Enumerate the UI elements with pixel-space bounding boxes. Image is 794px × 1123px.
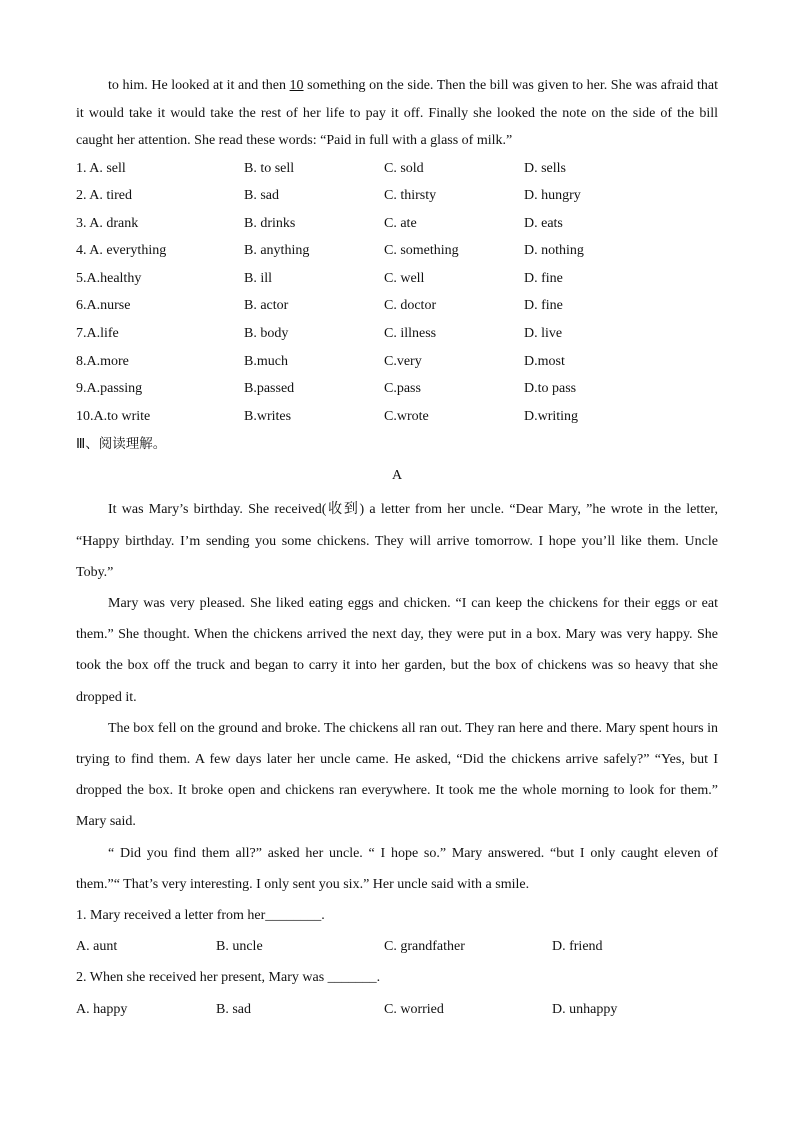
option: C. well — [384, 270, 425, 286]
option: 2. A. tired — [76, 188, 132, 204]
option: C. ate — [384, 215, 417, 231]
answer-option: D. friend — [552, 939, 603, 955]
option-row — [76, 403, 718, 431]
option-row — [76, 375, 718, 403]
cloze-passage-ending — [76, 72, 718, 155]
option-row — [76, 155, 718, 183]
option: 6.A.nurse — [76, 298, 131, 314]
option: D. hungry — [524, 188, 581, 204]
option: D. eats — [524, 215, 563, 231]
question-stem: 2. When she received her present, Mary was _______. — [76, 970, 381, 986]
option: B.writes — [244, 408, 292, 424]
answer-option: B. sad — [216, 1001, 251, 1017]
option: B. actor — [244, 298, 289, 314]
option: B. anything — [244, 243, 310, 259]
answer-option: C. worried — [384, 1001, 444, 1017]
option: C.very — [384, 353, 422, 369]
option-row — [76, 265, 718, 293]
answer-option: A. aunt — [76, 939, 118, 955]
option: D. fine — [524, 298, 563, 314]
option-row — [76, 292, 718, 320]
passage-paragraph: It was Mary’s birthday. She received(收到) a letter from her uncle. “Dear Mary, ”he wrote in the letter, “Happy birthday. I’m sending you some chickens. They will arrive tomorrow. I hope you’ll like them. Uncle Toby.” — [76, 502, 718, 580]
option: D.most — [524, 353, 565, 369]
option: 4. A. everything — [76, 243, 167, 259]
question-options — [76, 994, 718, 1025]
answer-option: D. unhappy — [552, 1001, 618, 1017]
option: C. something — [384, 243, 459, 259]
question-options — [76, 931, 718, 962]
option: 1. A. sell — [76, 160, 126, 176]
option: 5.A.healthy — [76, 270, 142, 286]
option: B. sad — [244, 188, 279, 204]
passage-paragraph: Mary was very pleased. She liked eating eggs and chicken. “I can keep the chickens for their eggs or eat them.” She thought. When the chickens arrived the next day, they were put in a box. Mary was very happy. She took the box off the truck and began to carry it into her garden, but the box of chickens was so heavy that she dropped it. — [76, 596, 718, 705]
intro-text-2: something on the side. Then the bill was given to her. She was afraid that it would take it would take the rest of her life to pay it off. Finally she looked the note on the side of the bill caught her attention. She read these words: “Paid in full with a glass of milk.” — [76, 78, 718, 148]
option: 3. A. drank — [76, 215, 139, 231]
option: D. fine — [524, 270, 563, 286]
option-row — [76, 320, 718, 348]
option: B.much — [244, 353, 288, 369]
passage-paragraph: “ Did you find them all?” asked her uncle. “ I hope so.” Mary answered. “but I only caught eleven of them.”“ That’s very interesting. I only sent you six.” Her uncle said with a smile. — [76, 845, 718, 892]
option: 9.A.passing — [76, 381, 143, 397]
option-row — [76, 348, 718, 376]
question-2 — [76, 962, 718, 1024]
question-stem: 1. Mary received a letter from her________. — [76, 908, 325, 924]
worksheet-page — [76, 72, 718, 1025]
question-1 — [76, 900, 718, 962]
intro-text-1: to him. He looked at it and then — [108, 78, 290, 93]
option: D. sells — [524, 160, 566, 176]
option: 7.A.life — [76, 326, 119, 342]
option-row — [76, 182, 718, 210]
option: C.pass — [384, 381, 421, 397]
option: B. drinks — [244, 215, 296, 231]
option: D. nothing — [524, 243, 584, 259]
option-row — [76, 237, 718, 265]
answer-option: C. grandfather — [384, 939, 465, 955]
option: B. body — [244, 326, 289, 342]
option-row — [76, 210, 718, 238]
option: B. to sell — [244, 160, 295, 176]
option: C. thirsty — [384, 188, 437, 204]
answer-option: B. uncle — [216, 939, 263, 955]
option: D.writing — [524, 408, 579, 424]
cloze-options — [76, 155, 718, 431]
passage-label: A — [391, 468, 403, 484]
option: 8.A.more — [76, 353, 129, 369]
option: D.to pass — [524, 381, 577, 397]
section-heading: Ⅲ、阅读理解。 — [76, 436, 167, 453]
passage-paragraph: The box fell on the ground and broke. The chickens all ran out. They ran here and there. Mary spent hours in trying to find them. A few days later her uncle came. He asked, “Did the chickens arrive safely?” “Yes, but I dropped the box. It broke open and chickens ran everywhere. It took me the whole morning to look for them.” Mary said. — [76, 720, 718, 830]
option: C. doctor — [384, 298, 437, 314]
option: C. sold — [384, 160, 424, 176]
option: C.wrote — [384, 408, 429, 424]
option: 10.A.to write — [76, 408, 151, 424]
answer-option: A. happy — [76, 1001, 128, 1017]
option: B.passed — [244, 381, 295, 397]
option: B. ill — [244, 270, 273, 286]
blank-10: 10 — [289, 78, 304, 93]
option: D. live — [524, 326, 563, 342]
option: C. illness — [384, 326, 437, 342]
